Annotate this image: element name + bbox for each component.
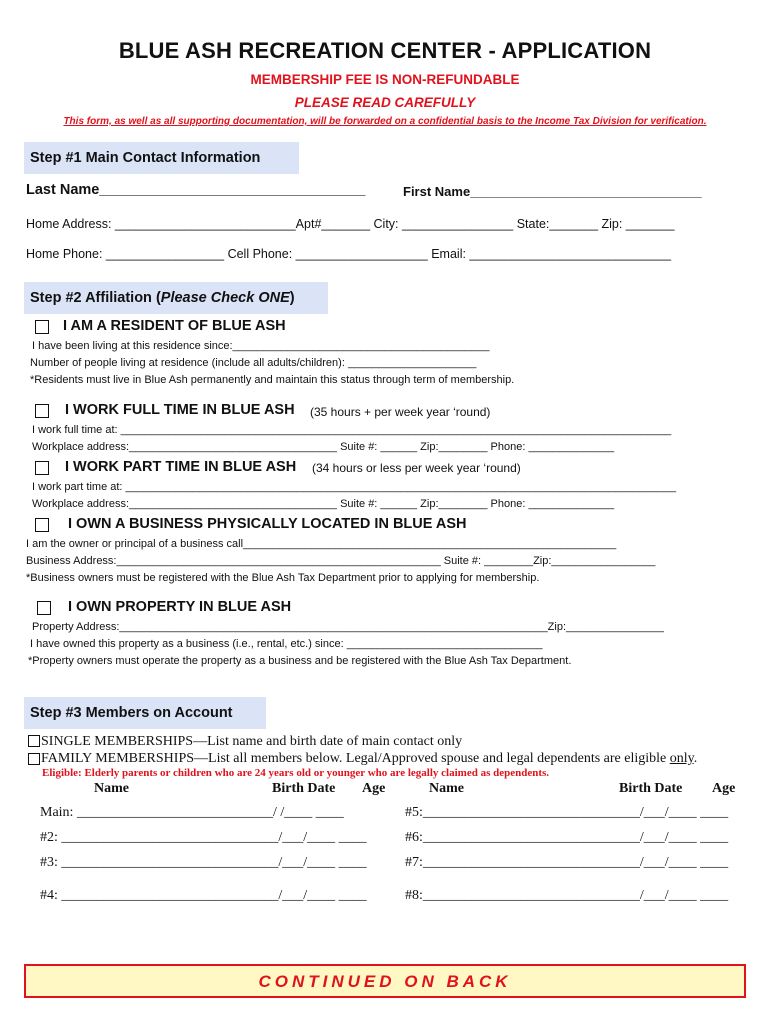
- step2-heading: [24, 282, 328, 314]
- property-checkbox[interactable]: [37, 601, 51, 615]
- family-membership-checkbox[interactable]: [28, 753, 40, 765]
- resident-count-field[interactable]: Number of people living at residence (include all adults/children): _____________________: [30, 357, 477, 369]
- member-label: #8:: [405, 888, 423, 903]
- business-rule: *Business owners must be registered with the Blue Ash Tax Department prior to applying for membership.: [26, 572, 540, 584]
- single-membership-checkbox[interactable]: [28, 735, 40, 747]
- first-name-field[interactable]: First Name________________________________: [403, 184, 702, 199]
- col-birth-right: Birth Date: [619, 781, 683, 796]
- member-line[interactable]: _______________________________/___/____ ____: [61, 855, 367, 870]
- parttime-note: (34 hours or less per week year ‘round): [312, 461, 521, 475]
- family-membership-label: [41, 751, 697, 767]
- step3-heading: Step #3 Members on Account: [24, 697, 266, 729]
- property-address-field[interactable]: Property Address:______________________________________________________________________Zip:________________: [32, 621, 664, 633]
- step2-heading-text: Step #2 Affiliation (: [30, 290, 161, 306]
- fulltime-address-field[interactable]: Workplace address:__________________________________ Suite #: ______ Zip:________ Phone: ______________: [32, 441, 615, 453]
- member-label: #7:: [405, 855, 423, 870]
- member-line[interactable]: _______________________________/___/____ ____: [61, 888, 367, 903]
- col-age-right: Age: [712, 781, 736, 796]
- member-label: #3:: [40, 855, 62, 870]
- resident-label: I AM A RESIDENT OF BLUE ASH: [63, 318, 286, 334]
- parttime-employer-field[interactable]: I work part time at: __________________________________________________________________________________________: [32, 481, 677, 493]
- member-label: #4:: [40, 888, 62, 903]
- continued-text: CONTINUED ON BACK: [258, 972, 512, 991]
- single-membership-label: SINGLE MEMBERSHIPS—List name and birth date of main contact only: [41, 734, 463, 749]
- fulltime-checkbox[interactable]: [35, 404, 49, 418]
- fulltime-employer-field[interactable]: I work full time at: __________________________________________________________________________________________: [32, 424, 672, 436]
- member-label: Main:: [40, 805, 77, 820]
- business-label: I OWN A BUSINESS PHYSICALLY LOCATED IN BLUE ASH: [68, 516, 467, 532]
- member-label: #5:: [405, 805, 423, 820]
- parttime-checkbox[interactable]: [35, 461, 49, 475]
- member-label: #2:: [40, 830, 62, 845]
- home-address-field[interactable]: Home Address: __________________________Apt#_______ City: ________________ State:_______ Zip: _______: [26, 217, 675, 231]
- family-membership-text: FAMILY MEMBERSHIPS—List all members below. Legal/Approved spouse and legal dependents are eligible: [41, 751, 670, 766]
- read-notice: PLEASE READ CAREFULLY: [294, 95, 476, 110]
- business-address-field[interactable]: Business Address:_____________________________________________________ Suite #: ________Zip:_________________: [26, 555, 656, 567]
- confidential-note: This form, as well as all supporting documentation, will be forwarded on a confidential basis to the Income Tax Division for verification.: [63, 116, 707, 127]
- member-line[interactable]: _______________________________/___/____ ____: [422, 855, 729, 870]
- member-row[interactable]: [405, 805, 728, 821]
- col-name-left: Name: [94, 781, 129, 796]
- resident-since-field[interactable]: I have been living at this residence since:__________________________________________: [32, 340, 490, 352]
- fee-notice: MEMBERSHIP FEE IS NON-REFUNDABLE: [250, 72, 520, 87]
- phone-email-field[interactable]: Home Phone: _________________ Cell Phone: ___________________ Email: _____________________________: [26, 247, 672, 261]
- resident-rule: *Residents must live in Blue Ash permanently and maintain this status through term of membership.: [30, 374, 515, 386]
- member-row[interactable]: [405, 888, 728, 904]
- fulltime-label: I WORK FULL TIME IN BLUE ASH: [65, 402, 295, 418]
- family-suffix-text: .: [693, 751, 698, 766]
- step2-heading-italic: Please Check ONE: [160, 290, 290, 306]
- step2-heading-suffix: ): [289, 290, 295, 306]
- step1-heading: Step #1 Main Contact Information: [24, 142, 299, 174]
- member-row[interactable]: [405, 830, 728, 846]
- last-name-field[interactable]: Last Name_________________________________: [26, 182, 366, 198]
- member-line[interactable]: _______________________________/___/____ ____: [422, 830, 729, 845]
- resident-checkbox[interactable]: [35, 320, 49, 334]
- col-name-right: Name: [429, 781, 464, 796]
- business-checkbox[interactable]: [35, 518, 49, 532]
- property-rule: *Property owners must operate the property as a business and be registered with the Blue Ash Tax Department.: [28, 655, 572, 667]
- member-row[interactable]: [40, 855, 367, 871]
- property-since-field[interactable]: I have owned this property as a business (i.e., rental, etc.) since: ________________________________: [30, 638, 543, 650]
- col-age-left: Age: [362, 781, 386, 796]
- member-row[interactable]: [40, 830, 367, 846]
- member-row[interactable]: [40, 888, 367, 904]
- eligible-note: Eligible: Elderly parents or children who are 24 years old or younger who are legally claimed as dependents.: [42, 767, 550, 779]
- member-line[interactable]: ____________________________/ /____ ____: [76, 805, 344, 820]
- property-label: I OWN PROPERTY IN BLUE ASH: [68, 599, 292, 615]
- form-title: BLUE ASH RECREATION CENTER - APPLICATION: [118, 38, 652, 63]
- member-line[interactable]: _______________________________/___/____ ____: [422, 805, 729, 820]
- parttime-label: I WORK PART TIME IN BLUE ASH: [65, 459, 297, 475]
- member-row[interactable]: [40, 805, 344, 821]
- member-line[interactable]: _______________________________/___/____ ____: [61, 830, 367, 845]
- member-label: #6:: [405, 830, 423, 845]
- fulltime-note: (35 hours + per week year ‘round): [310, 405, 491, 419]
- business-name-field[interactable]: I am the owner or principal of a business call_____________________________________________________________: [26, 538, 617, 550]
- family-only-text: only: [669, 751, 694, 766]
- parttime-address-field[interactable]: Workplace address:__________________________________ Suite #: ______ Zip:________ Phone: ______________: [32, 498, 615, 510]
- member-line[interactable]: _______________________________/___/____ ____: [422, 888, 729, 903]
- member-row[interactable]: [405, 855, 728, 871]
- col-birth-left: Birth Date: [272, 781, 336, 796]
